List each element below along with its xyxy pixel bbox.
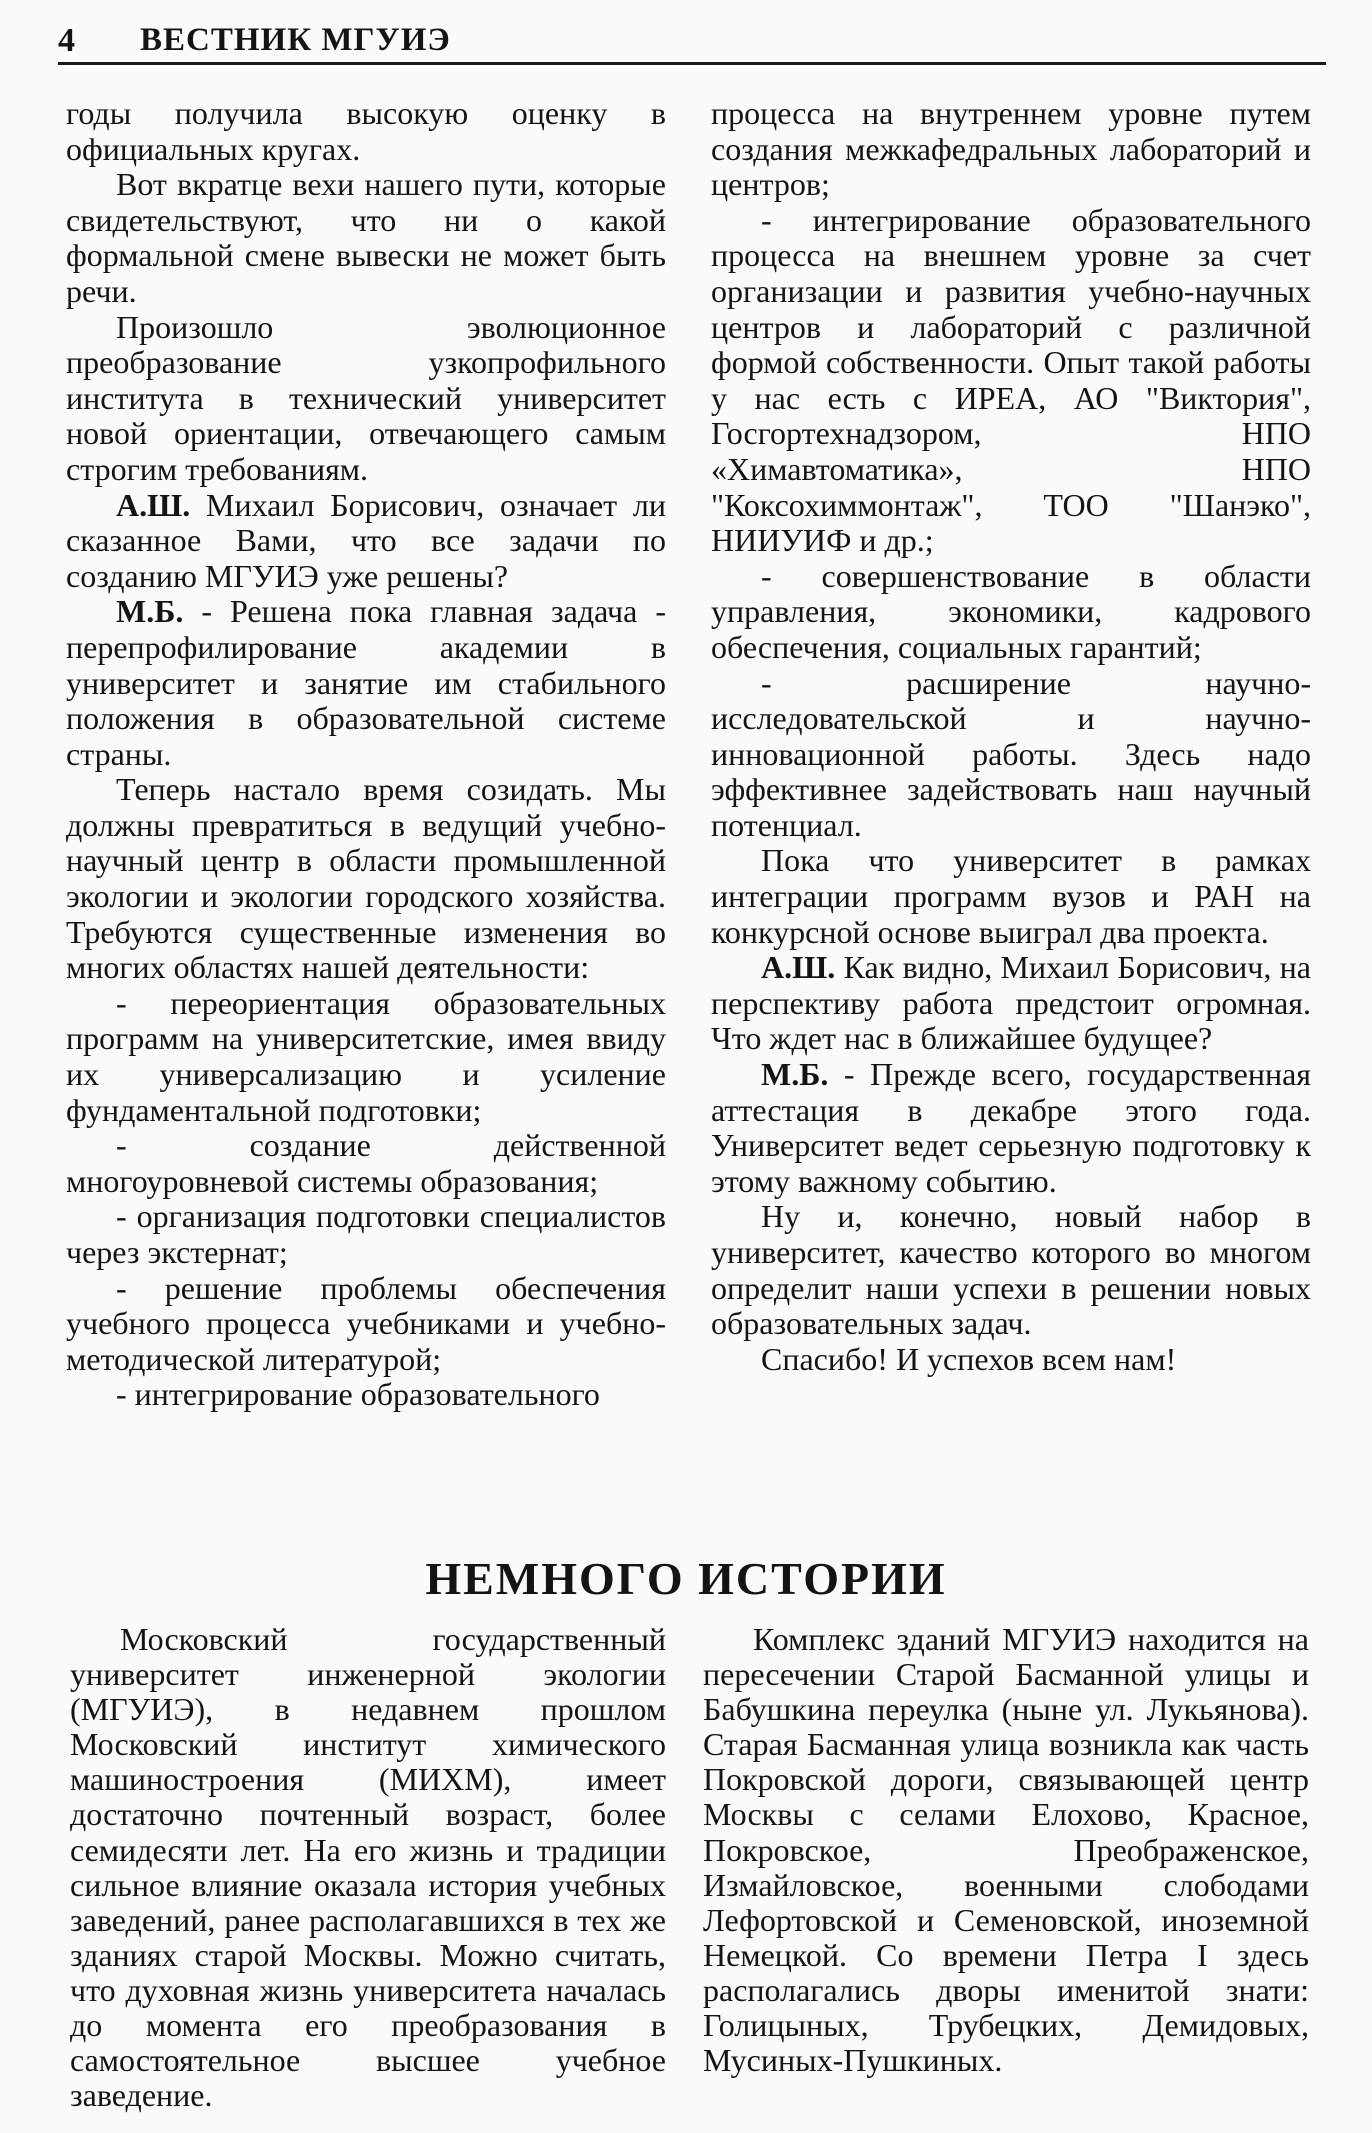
- paragraph: [703, 1622, 1309, 2078]
- history-column-right: [703, 1622, 1309, 2078]
- paragraph-text: Ну и, конечно, новый набор в университет, качество которого во многом определит наши успехи в решении новых образовательных задач.: [711, 1198, 1311, 1342]
- paragraph-text: - переориентация образовательных программ на университетские, имея ввиду их универсализацию и усиление фундаментальной подготовки;: [66, 984, 666, 1128]
- paragraph: [66, 310, 666, 488]
- paragraph-text: Вот вкратце вехи нашего пути, которые свидетельствуют, что ни о какой формальной смене вывески не может быть речи.: [66, 166, 666, 309]
- interview-column-right: [711, 96, 1311, 1377]
- paragraph: [711, 96, 1311, 203]
- paragraph: [711, 1057, 1311, 1199]
- speaker-initials: А.Ш.: [761, 949, 836, 986]
- paragraph-text: процесса на внутреннем уровне путем создания межкафедральных лабораторий и центров;: [711, 95, 1311, 203]
- paragraph: [711, 203, 1311, 559]
- paragraph: [66, 488, 666, 595]
- paragraph: [66, 1199, 666, 1270]
- paragraph: [711, 950, 1311, 1057]
- paragraph-text: Пока что университет в рамках интеграции программ вузов и РАН на конкурсной основе выиграл два проекта.: [711, 842, 1311, 950]
- paragraph-text: - расширение научно-исследовательской и научно-инновационной работы. Здесь надо эффективнее задействовать наш научный потенциал.: [711, 664, 1311, 843]
- paragraph: [711, 1342, 1311, 1378]
- paragraph: [66, 1271, 666, 1378]
- paragraph: [711, 1199, 1311, 1341]
- page-header: [58, 18, 1326, 65]
- paragraph: [66, 986, 666, 1128]
- paragraph-text: Михаил Борисович, означает ли сказанное Вами, что все задачи по созданию МГУИЭ уже решены?: [66, 486, 666, 594]
- speaker-initials: М.Б.: [761, 1056, 829, 1093]
- history-column-left: [70, 1622, 666, 2113]
- paragraph-text: - Решена пока главная задача - перепрофилирование академии в университет и занятие им стабильного положения в образовательной системе страны.: [66, 593, 667, 772]
- page-number: 4: [58, 22, 75, 59]
- paragraph-text: - совершенствование в области управления, экономики, кадрового обеспечения, социальных гарантий;: [711, 557, 1311, 665]
- paragraph: [66, 772, 666, 986]
- paragraph: [711, 666, 1311, 844]
- paragraph: [66, 1377, 666, 1413]
- paragraph-text: Как видно, Михаил Борисович, на перспективу работа предстоит огромная. Что ждет нас в ближайшее будущее?: [711, 949, 1312, 1057]
- paragraph-text: - интегрирование образовательного: [116, 1376, 600, 1413]
- running-title: ВЕСТНИК МГУИЭ: [140, 22, 451, 58]
- interview-column-left: [66, 96, 666, 1413]
- paragraph-text: - создание действенной многоуровневой системы образования;: [66, 1127, 666, 1199]
- paragraph-text: Спасибо! И успехов всем нам!: [761, 1340, 1177, 1377]
- speaker-initials: М.Б.: [116, 593, 184, 630]
- paragraph-text: Комплекс зданий МГУИЭ находится на пересечении Старой Басманной улицы и Бабушкина переулка (ныне ул. Лукьянова). Старая Басманная улица возникла как часть Покровской дороги, связывающей центр Москвы с селами Елохово, Красное, Покровское, Преображенское, Измайловское, военными слободами Лефортовской и Семеновской, иноземной Немецкой. Со времени Петра I здесь располагались дворы именитой знати: Голицыных, Трубецких, Демидовых, Мусиных-Пушкиных.: [703, 1621, 1309, 2079]
- paragraph-text: Произошло эволюционное преобразование узкопрофильного института в технический университет новой ориентации, отвечающего самым строгим требованиям.: [66, 308, 666, 487]
- paragraph: [711, 559, 1311, 666]
- speaker-initials: А.Ш.: [116, 486, 191, 523]
- paragraph-text: - решение проблемы обеспечения учебного процесса учебниками и учебно-методической литературой;: [66, 1269, 666, 1377]
- paragraph: [66, 1128, 666, 1199]
- paragraph-text: Теперь настало время созидать. Мы должны превратиться в ведущий учебно-научный центр в области промышленной экологии и экологии городского хозяйства. Требуются существенные изменения во многих областях нашей деятельности:: [66, 771, 666, 986]
- paragraph-text: - организация подготовки специалистов через экстернат;: [66, 1198, 666, 1270]
- paragraph: [70, 1622, 666, 2113]
- paragraph-text: Московский государственный университет инженерной экологии (МГУИЭ), в недавнем прошлом Московский институт химического машиностроения (МИХМ), имеет достаточно почтенный возраст, более семидесяти лет. На его жизнь и традиции сильное влияние оказала история учебных заведений, ранее располагавшихся в тех же зданиях старой Москвы. Можно считать, что духовная жизнь университета началась до момента его преобразования в самостоятельное высшее учебное заведение.: [70, 1621, 666, 2114]
- paragraph: [66, 594, 666, 772]
- paragraph-text: - интегрирование образовательного процесса на внешнем уровне за счет организации и развития учебно-научных центров и лабораторий с различной формой собственности. Опыт такой работы у нас есть с ИРЕА, АО "Виктория", Госгортехнадзором, НПО «Химавтоматика», НПО "Коксохиммонтаж", ТОО "Шанэко", НИИУИФ и др.;: [711, 201, 1311, 559]
- paragraph: [711, 843, 1311, 950]
- paragraph-text: - Прежде всего, государственная аттестация в декабре этого года. Университет ведет серьезную подготовку к этому важному событию.: [711, 1056, 1312, 1199]
- paragraph: [66, 167, 666, 309]
- section-title: НЕМНОГО ИСТОРИИ: [425, 1553, 947, 1604]
- paragraph: [66, 96, 666, 167]
- paragraph-text: годы получила высокую оценку в официальных кругах.: [66, 95, 666, 167]
